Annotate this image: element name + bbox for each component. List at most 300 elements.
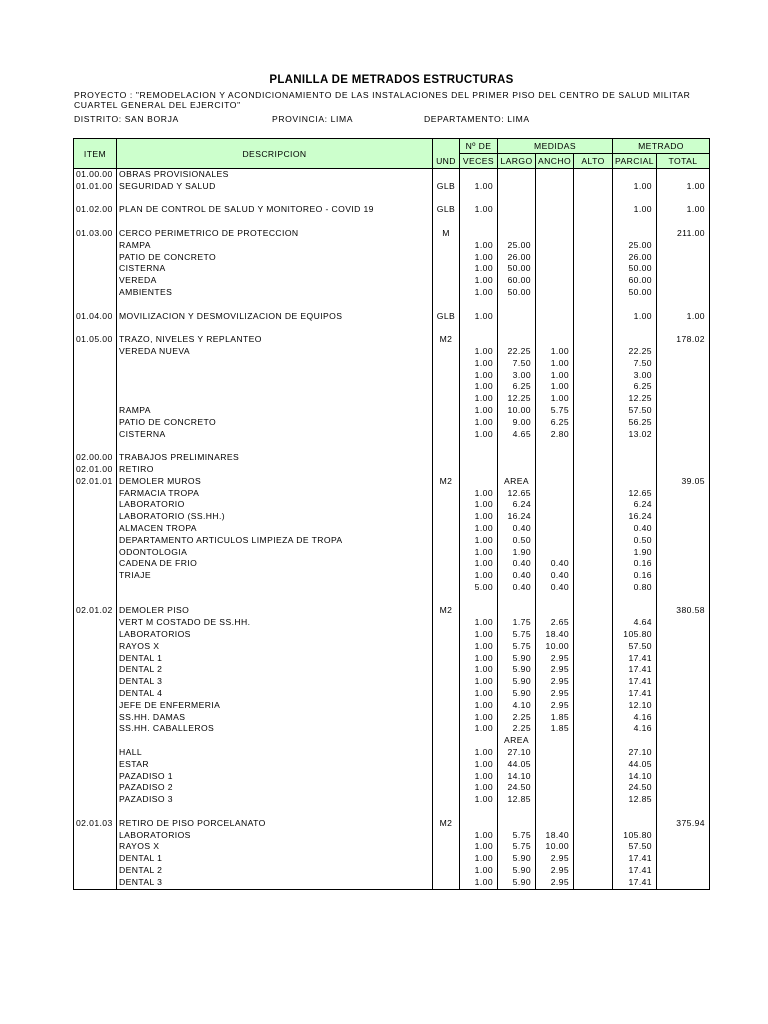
header-metrado: METRADO — [613, 139, 710, 154]
largo-cell: 5.75 — [498, 830, 536, 842]
parcial-cell: 57.50 — [613, 405, 657, 417]
parcial-cell: 60.00 — [613, 275, 657, 287]
ancho-cell — [536, 806, 574, 818]
item-cell — [74, 287, 117, 299]
table-row — [74, 511, 710, 523]
alto-cell — [574, 877, 613, 889]
ancho-cell — [536, 452, 574, 464]
total-cell — [656, 830, 709, 842]
largo-cell: AREA — [498, 476, 536, 488]
alto-cell — [574, 263, 613, 275]
alto-cell — [574, 617, 613, 629]
header-ancho: ANCHO — [536, 154, 574, 169]
veces-cell — [460, 228, 498, 240]
unit-cell — [433, 853, 460, 865]
table-row — [74, 570, 710, 582]
unit-cell — [433, 370, 460, 382]
ancho-cell: 2.65 — [536, 617, 574, 629]
unit-cell — [433, 641, 460, 653]
unit-cell — [433, 299, 460, 311]
total-cell — [656, 405, 709, 417]
largo-cell — [498, 334, 536, 346]
veces-cell — [460, 322, 498, 334]
parcial-cell: 17.41 — [613, 664, 657, 676]
alto-cell — [574, 641, 613, 653]
parcial-cell: 17.41 — [613, 676, 657, 688]
largo-cell: 5.90 — [498, 853, 536, 865]
description-cell: RAMPA — [117, 405, 433, 417]
veces-cell — [460, 299, 498, 311]
largo-cell — [498, 181, 536, 193]
largo-cell: 16.24 — [498, 511, 536, 523]
description-cell: PLAN DE CONTROL DE SALUD Y MONITOREO - COVID 19 — [117, 204, 433, 216]
parcial-cell — [613, 193, 657, 205]
description-cell — [117, 193, 433, 205]
parcial-cell — [613, 216, 657, 228]
description-cell: DENTAL 2 — [117, 865, 433, 877]
table-row — [74, 794, 710, 806]
item-cell — [74, 240, 117, 252]
total-cell — [656, 582, 709, 594]
veces-cell: 1.00 — [460, 240, 498, 252]
description-cell: DENTAL 1 — [117, 653, 433, 665]
unit-cell — [433, 464, 460, 476]
largo-cell — [498, 440, 536, 452]
parcial-cell — [613, 334, 657, 346]
table-row — [74, 216, 710, 228]
alto-cell — [574, 334, 613, 346]
description-cell — [117, 322, 433, 334]
unit-cell — [433, 723, 460, 735]
description-cell: RAMPA — [117, 240, 433, 252]
veces-cell — [460, 735, 498, 747]
description-cell: DENTAL 2 — [117, 664, 433, 676]
description-cell: AMBIENTES — [117, 287, 433, 299]
unit-cell — [433, 688, 460, 700]
alto-cell — [574, 275, 613, 287]
alto-cell — [574, 216, 613, 228]
total-cell — [656, 193, 709, 205]
largo-cell: 5.90 — [498, 676, 536, 688]
veces-cell: 1.00 — [460, 641, 498, 653]
description-cell: PAZADISO 2 — [117, 782, 433, 794]
alto-cell — [574, 417, 613, 429]
item-cell: 01.02.00 — [74, 204, 117, 216]
table-row — [74, 393, 710, 405]
item-cell — [74, 535, 117, 547]
ancho-cell: 0.40 — [536, 570, 574, 582]
ancho-cell: 0.40 — [536, 582, 574, 594]
unit-cell: M2 — [433, 476, 460, 488]
item-cell: 02.00.00 — [74, 452, 117, 464]
alto-cell — [574, 440, 613, 452]
unit-cell — [433, 216, 460, 228]
veces-cell: 1.00 — [460, 275, 498, 287]
largo-cell — [498, 452, 536, 464]
ancho-cell: 5.75 — [536, 405, 574, 417]
veces-cell — [460, 169, 498, 181]
ancho-cell — [536, 216, 574, 228]
veces-cell: 1.00 — [460, 393, 498, 405]
alto-cell — [574, 535, 613, 547]
unit-cell — [433, 712, 460, 724]
alto-cell — [574, 523, 613, 535]
parcial-cell: 57.50 — [613, 841, 657, 853]
veces-cell: 1.00 — [460, 877, 498, 889]
parcial-cell — [613, 605, 657, 617]
veces-cell: 1.00 — [460, 523, 498, 535]
parcial-cell: 56.25 — [613, 417, 657, 429]
unit-cell — [433, 700, 460, 712]
largo-cell: AREA — [498, 735, 536, 747]
unit-cell: GLB — [433, 311, 460, 323]
veces-cell: 1.00 — [460, 547, 498, 559]
total-cell — [656, 346, 709, 358]
veces-cell: 1.00 — [460, 181, 498, 193]
unit-cell — [433, 735, 460, 747]
veces-cell: 1.00 — [460, 381, 498, 393]
parcial-cell: 6.25 — [613, 381, 657, 393]
item-cell — [74, 759, 117, 771]
parcial-cell: 12.10 — [613, 700, 657, 712]
ancho-cell — [536, 275, 574, 287]
description-cell — [117, 594, 433, 606]
description-cell — [117, 299, 433, 311]
alto-cell — [574, 676, 613, 688]
unit-cell — [433, 405, 460, 417]
description-cell: VERT M COSTADO DE SS.HH. — [117, 617, 433, 629]
unit-cell — [433, 488, 460, 500]
description-cell — [117, 216, 433, 228]
total-cell — [656, 841, 709, 853]
parcial-cell: 1.00 — [613, 181, 657, 193]
largo-cell: 9.00 — [498, 417, 536, 429]
header-total: TOTAL — [656, 154, 709, 169]
item-cell: 01.01.00 — [74, 181, 117, 193]
table-row — [74, 723, 710, 735]
item-cell: 02.01.00 — [74, 464, 117, 476]
parcial-cell: 6.24 — [613, 499, 657, 511]
description-cell: DENTAL 4 — [117, 688, 433, 700]
item-cell — [74, 865, 117, 877]
largo-cell: 50.00 — [498, 287, 536, 299]
ancho-cell: 1.85 — [536, 723, 574, 735]
parcial-cell: 24.50 — [613, 782, 657, 794]
parcial-cell: 1.00 — [613, 311, 657, 323]
total-cell — [656, 393, 709, 405]
table-row — [74, 263, 710, 275]
veces-cell: 1.00 — [460, 499, 498, 511]
veces-cell — [460, 216, 498, 228]
unit-cell — [433, 393, 460, 405]
largo-cell: 0.40 — [498, 570, 536, 582]
table-row — [74, 311, 710, 323]
item-cell — [74, 641, 117, 653]
item-cell: 02.01.01 — [74, 476, 117, 488]
table-row — [74, 605, 710, 617]
total-cell: 375.94 — [656, 818, 709, 830]
description-cell: SEGURIDAD Y SALUD — [117, 181, 433, 193]
alto-cell — [574, 193, 613, 205]
veces-cell: 1.00 — [460, 782, 498, 794]
veces-cell — [460, 605, 498, 617]
largo-cell — [498, 193, 536, 205]
veces-cell — [460, 594, 498, 606]
largo-cell: 1.75 — [498, 617, 536, 629]
table-row — [74, 181, 710, 193]
total-cell — [656, 806, 709, 818]
largo-cell — [498, 299, 536, 311]
header-parcial: PARCIAL — [613, 154, 657, 169]
table-row — [74, 841, 710, 853]
alto-cell — [574, 429, 613, 441]
description-cell: MOVILIZACION Y DESMOVILIZACION DE EQUIPOS — [117, 311, 433, 323]
item-cell — [74, 841, 117, 853]
alto-cell — [574, 381, 613, 393]
ancho-cell: 2.95 — [536, 877, 574, 889]
description-cell: CADENA DE FRIO — [117, 558, 433, 570]
largo-cell: 26.00 — [498, 252, 536, 264]
table-row — [74, 169, 710, 181]
alto-cell — [574, 169, 613, 181]
ancho-cell — [536, 499, 574, 511]
parcial-cell — [613, 228, 657, 240]
description-cell: RAYOS X — [117, 641, 433, 653]
veces-cell: 1.00 — [460, 865, 498, 877]
unit-cell — [433, 275, 460, 287]
largo-cell: 0.40 — [498, 558, 536, 570]
unit-cell — [433, 547, 460, 559]
parcial-cell: 0.80 — [613, 582, 657, 594]
ancho-cell: 1.00 — [536, 381, 574, 393]
table-row — [74, 617, 710, 629]
description-cell — [117, 582, 433, 594]
alto-cell — [574, 664, 613, 676]
total-cell — [656, 240, 709, 252]
item-cell — [74, 499, 117, 511]
header-medidas: MEDIDAS — [498, 139, 613, 154]
parcial-cell: 105.80 — [613, 629, 657, 641]
table-row — [74, 464, 710, 476]
largo-cell: 24.50 — [498, 782, 536, 794]
item-cell — [74, 216, 117, 228]
total-cell — [656, 794, 709, 806]
metrados-table — [73, 138, 710, 890]
largo-cell: 5.90 — [498, 877, 536, 889]
item-cell — [74, 193, 117, 205]
table-row — [74, 735, 710, 747]
item-cell — [74, 275, 117, 287]
ancho-cell — [536, 252, 574, 264]
alto-cell — [574, 452, 613, 464]
total-cell — [656, 877, 709, 889]
description-cell: SS.HH. DAMAS — [117, 712, 433, 724]
largo-cell: 4.65 — [498, 429, 536, 441]
description-cell: PAZADISO 1 — [117, 771, 433, 783]
total-cell — [656, 322, 709, 334]
total-cell — [656, 263, 709, 275]
unit-cell — [433, 617, 460, 629]
description-cell — [117, 806, 433, 818]
item-cell — [74, 664, 117, 676]
largo-cell: 5.75 — [498, 841, 536, 853]
unit-cell — [433, 865, 460, 877]
parcial-cell: 3.00 — [613, 370, 657, 382]
ancho-cell — [536, 547, 574, 559]
veces-cell — [460, 452, 498, 464]
total-cell — [656, 771, 709, 783]
alto-cell — [574, 594, 613, 606]
unit-cell — [433, 841, 460, 853]
largo-cell: 6.24 — [498, 499, 536, 511]
header-veces: VECES — [460, 154, 498, 169]
ancho-cell — [536, 204, 574, 216]
item-cell — [74, 594, 117, 606]
description-cell: JEFE DE ENFERMERIA — [117, 700, 433, 712]
description-cell: LABORATORIOS — [117, 830, 433, 842]
veces-cell: 1.00 — [460, 653, 498, 665]
total-cell — [656, 488, 709, 500]
parcial-cell — [613, 440, 657, 452]
item-cell — [74, 252, 117, 264]
alto-cell — [574, 794, 613, 806]
description-cell: RETIRO — [117, 464, 433, 476]
alto-cell — [574, 488, 613, 500]
veces-cell: 1.00 — [460, 617, 498, 629]
alto-cell — [574, 700, 613, 712]
veces-cell: 1.00 — [460, 358, 498, 370]
table-row — [74, 440, 710, 452]
item-cell — [74, 370, 117, 382]
table-row — [74, 818, 710, 830]
description-cell: DEMOLER MUROS — [117, 476, 433, 488]
unit-cell — [433, 417, 460, 429]
table-row — [74, 547, 710, 559]
description-cell: DENTAL 1 — [117, 853, 433, 865]
unit-cell — [433, 582, 460, 594]
total-cell — [656, 570, 709, 582]
veces-cell: 1.00 — [460, 841, 498, 853]
largo-cell: 22.25 — [498, 346, 536, 358]
table-row — [74, 370, 710, 382]
description-cell: SS.HH. CABALLEROS — [117, 723, 433, 735]
description-cell: RAYOS X — [117, 841, 433, 853]
total-cell: 380.58 — [656, 605, 709, 617]
parcial-cell — [613, 299, 657, 311]
total-cell — [656, 511, 709, 523]
alto-cell — [574, 865, 613, 877]
largo-cell: 5.75 — [498, 641, 536, 653]
item-cell — [74, 488, 117, 500]
item-cell — [74, 523, 117, 535]
table-row — [74, 771, 710, 783]
table-row — [74, 334, 710, 346]
table-row — [74, 582, 710, 594]
alto-cell — [574, 405, 613, 417]
veces-cell: 1.00 — [460, 747, 498, 759]
largo-cell — [498, 818, 536, 830]
item-cell — [74, 723, 117, 735]
total-cell: 211.00 — [656, 228, 709, 240]
alto-cell — [574, 782, 613, 794]
table-row — [74, 287, 710, 299]
item-cell — [74, 629, 117, 641]
unit-cell: M2 — [433, 334, 460, 346]
veces-cell — [460, 818, 498, 830]
description-cell: DENTAL 3 — [117, 676, 433, 688]
header-und: UND — [433, 139, 460, 169]
largo-cell: 14.10 — [498, 771, 536, 783]
alto-cell — [574, 322, 613, 334]
table-row — [74, 275, 710, 287]
ancho-cell — [536, 263, 574, 275]
total-cell — [656, 865, 709, 877]
parcial-cell: 17.41 — [613, 653, 657, 665]
unit-cell — [433, 193, 460, 205]
description-cell: DENTAL 3 — [117, 877, 433, 889]
veces-cell: 1.00 — [460, 771, 498, 783]
total-cell — [656, 712, 709, 724]
unit-cell — [433, 830, 460, 842]
largo-cell: 60.00 — [498, 275, 536, 287]
unit-cell — [433, 523, 460, 535]
alto-cell — [574, 771, 613, 783]
description-cell: PATIO DE CONCRETO — [117, 252, 433, 264]
largo-cell: 6.25 — [498, 381, 536, 393]
parcial-cell: 57.50 — [613, 641, 657, 653]
item-cell — [74, 653, 117, 665]
table-row — [74, 405, 710, 417]
table-row — [74, 806, 710, 818]
total-cell — [656, 700, 709, 712]
ancho-cell: 1.00 — [536, 393, 574, 405]
veces-cell: 1.00 — [460, 629, 498, 641]
parcial-cell: 50.00 — [613, 287, 657, 299]
largo-cell — [498, 605, 536, 617]
largo-cell: 5.90 — [498, 653, 536, 665]
unit-cell — [433, 287, 460, 299]
table-row — [74, 782, 710, 794]
unit-cell: M2 — [433, 605, 460, 617]
unit-cell — [433, 877, 460, 889]
parcial-cell: 14.10 — [613, 771, 657, 783]
unit-cell: M2 — [433, 818, 460, 830]
alto-cell — [574, 240, 613, 252]
item-cell — [74, 771, 117, 783]
total-cell — [656, 358, 709, 370]
item-cell — [74, 700, 117, 712]
table-row — [74, 535, 710, 547]
parcial-cell — [613, 464, 657, 476]
alto-cell — [574, 570, 613, 582]
ancho-cell: 2.95 — [536, 700, 574, 712]
largo-cell: 3.00 — [498, 370, 536, 382]
table-row — [74, 204, 710, 216]
unit-cell — [433, 676, 460, 688]
ancho-cell — [536, 464, 574, 476]
ancho-cell: 18.40 — [536, 629, 574, 641]
ancho-cell: 10.00 — [536, 641, 574, 653]
alto-cell — [574, 853, 613, 865]
item-cell — [74, 806, 117, 818]
description-cell: ODONTOLOGIA — [117, 547, 433, 559]
unit-cell — [433, 759, 460, 771]
unit-cell — [433, 429, 460, 441]
total-cell — [656, 853, 709, 865]
alto-cell — [574, 830, 613, 842]
veces-cell: 1.00 — [460, 311, 498, 323]
total-cell — [656, 169, 709, 181]
